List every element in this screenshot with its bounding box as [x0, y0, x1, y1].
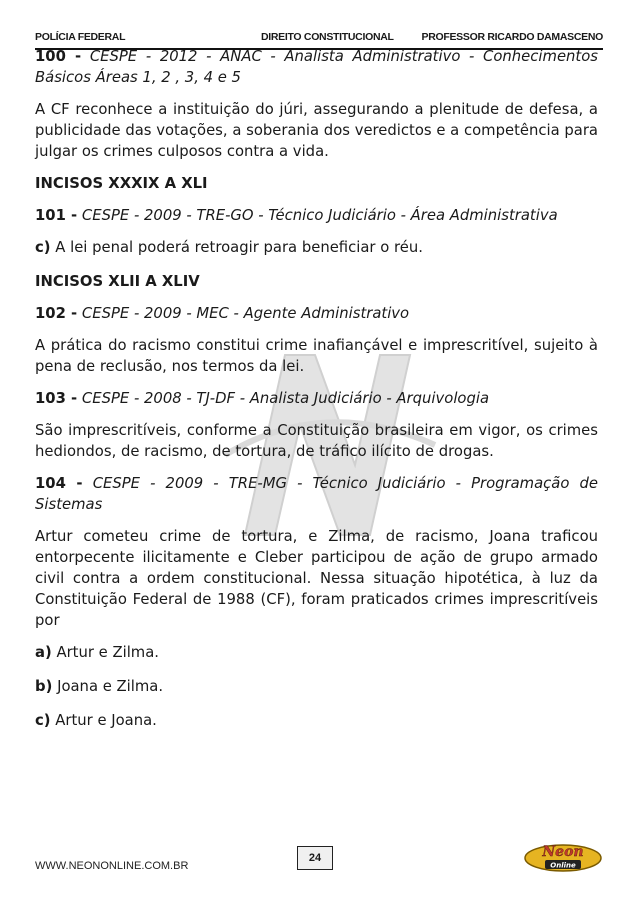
footer-url: WWW.NEONONLINE.COM.BR: [35, 860, 189, 872]
question-number: 102 -: [35, 305, 78, 322]
question-number: 101 -: [35, 207, 78, 224]
question-number: 103 -: [35, 390, 78, 407]
question-100-text: A CF reconhece a instituição do júri, assegurando a plenitude de defesa, a publicidade das votações, a soberania dos veredictos e a competência para julgar os crimes culposos contra a vida.: [35, 101, 598, 160]
question-102-header: [35, 303, 598, 324]
option-text: A lei penal poderá retroagir para beneficiar o réu.: [55, 239, 423, 256]
header-right: PROFESSOR RICARDO DAMASCENO: [421, 31, 603, 43]
question-101-header: [35, 205, 598, 226]
question-103-text: São imprescritíveis, conforme a Constituição brasileira em vigor, os crimes hediondos, de racismo, de tortura, de tráfico ilícito de drogas.: [35, 422, 598, 460]
question-104-option-b: [35, 676, 598, 697]
question-104-text: Artur cometeu crime de tortura, e Zilma, de racismo, Joana traficou entorpecente ilicitamente e Cleber participou de ação de grupo armado civil contra a ordem constitucional. Nessa situação hipotética, à luz da Constituição Federal de 1988 (CF), foram praticados crimes imprescritíveis por: [35, 528, 598, 629]
option-text: Artur e Zilma.: [56, 644, 159, 661]
question-number: 100 -: [35, 48, 82, 65]
question-100-header: [35, 46, 598, 88]
question-104-option-c: [35, 710, 598, 731]
logo-name: Neon: [542, 844, 584, 860]
section-heading: INCISOS XXXIX A XLI: [35, 175, 208, 192]
page-footer: [35, 846, 603, 876]
page-number: 24: [297, 846, 333, 870]
option-letter: b): [35, 678, 53, 695]
option-letter: c): [35, 239, 51, 256]
question-104-header: [35, 473, 598, 515]
option-text: Joana e Zilma.: [57, 678, 164, 695]
question-104-option-a: [35, 642, 598, 663]
neon-online-logo-icon: [523, 838, 603, 874]
logo-tagline: Online: [550, 861, 576, 870]
header-left: POLÍCIA FEDERAL: [35, 31, 126, 43]
question-102-text: A prática do racismo constitui crime inafiançável e imprescritível, sujeito à pena de reclusão, nos termos da lei.: [35, 337, 598, 375]
option-text: Artur e Joana.: [55, 712, 157, 729]
header-center: DIREITO CONSTITUCIONAL: [261, 31, 394, 43]
question-101-option: [35, 237, 598, 258]
question-103-header: [35, 388, 598, 409]
question-source: CESPE - 2009 - MEC - Agente Administrativo: [81, 305, 410, 322]
page-content: [35, 46, 598, 744]
option-letter: a): [35, 644, 52, 661]
question-source: CESPE - 2009 - TRE-GO - Técnico Judiciário - Área Administrativa: [81, 207, 558, 224]
question-source: CESPE - 2012 - ANAC - Analista Administrativo - Conhecimentos Básicos Áreas 1, 2 , 3, 4 e 5: [35, 48, 598, 86]
section-heading: INCISOS XLII A XLIV: [35, 273, 200, 290]
option-letter: c): [35, 712, 51, 729]
question-number: 104 -: [35, 475, 83, 492]
question-source: CESPE - 2009 - TRE-MG - Técnico Judiciário - Programação de Sistemas: [35, 475, 598, 513]
question-source: CESPE - 2008 - TJ-DF - Analista Judiciário - Arquivologia: [81, 390, 490, 407]
